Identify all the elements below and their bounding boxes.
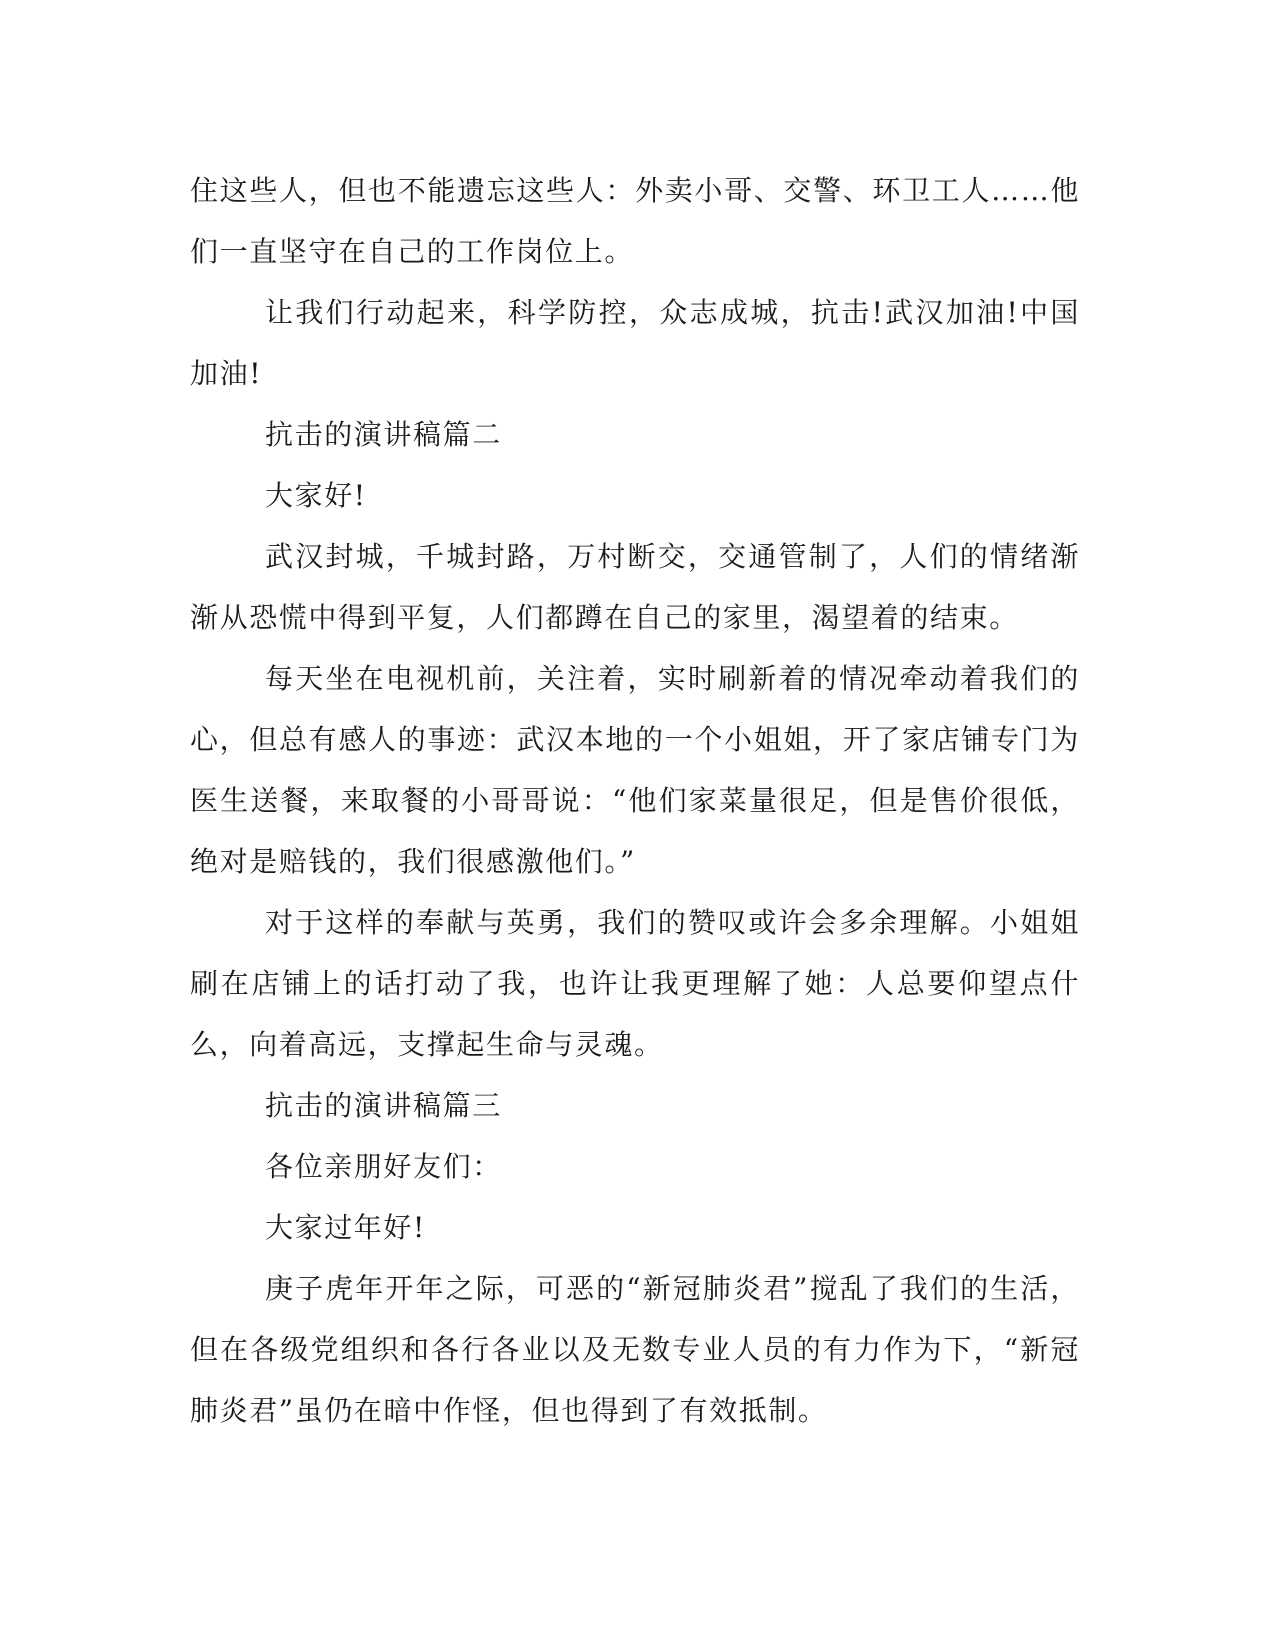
greeting-part-two: 大家好! [265,479,367,512]
paragraph-call-to-action: 让我们行动起来，科学防控，众志成城，抗击!武汉加油!中国加油! [190,296,1080,390]
section-heading-part-two: 抗击的演讲稿篇二 [265,418,502,451]
paragraph-wuhan-lockdown: 武汉封城，千城封路，万村断交，交通管制了，人们的情绪渐渐从恐慌中得到平复，人们都蹲在自己的家里，渴望着的结束。 [190,540,1080,634]
greeting-part-three: 大家过年好! [265,1211,426,1244]
salutation-part-three: 各位亲朋好友们： [265,1150,502,1183]
section-heading-part-three: 抗击的演讲稿篇三 [265,1089,502,1122]
paragraph-dedication: 对于这样的奉献与英勇，我们的赞叹或许会多余理解。小姐姐刷在店铺上的话打动了我，也许让我更理解了她：人总要仰望点什么，向着高远，支撑起生命与灵魂。 [190,906,1080,1061]
paragraph-continuation: 住这些人，但也不能遗忘这些人：外卖小哥、交警、环卫工人……他们一直坚守在自己的工作岗位上。 [190,174,1080,268]
paragraph-new-year: 庚子虎年开年之际，可恶的“新冠肺炎君”搅乱了我们的生活，但在各级党组织和各行各业以及无数专业人员的有力作为下，“新冠肺炎君”虽仍在暗中作怪，但也得到了有效抵制。 [190,1272,1080,1427]
document-body [190,160,1080,1441]
paragraph-touching-story: 每天坐在电视机前，关注着，实时刷新着的情况牵动着我们的心，但总有感人的事迹：武汉本地的一个小姐姐，开了家店铺专门为医生送餐，来取餐的小哥哥说：“他们家菜量很足，但是售价很低，绝对是赔钱的，我们很感激他们。” [190,662,1080,878]
